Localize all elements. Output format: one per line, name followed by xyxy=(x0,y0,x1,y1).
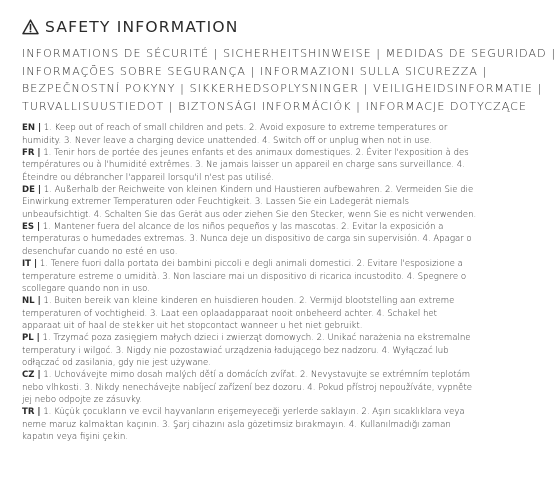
entry-text: 1. Mantener fuera del alcance de los niños pequeños y las mascotas. 2. Evitar la exposición a temperaturas o humedades extremas. 3. Nunca deje un dispositivo de carga sin supervisión. 4. Apagar o desenchufar cuando no esté en uso. xyxy=(22,222,472,257)
entry-text: 1. Außerhalb der Reichweite von kleinen Kindern und Haustieren aufbewahren. 2. Vermeiden Sie die Einwirkung extremer Temperaturen oder Feuchtigkeit. 3. Lassen Sie ein Ladegerät niemals unbeaufsichtigt. 4. Schalten Sie das Gerät aus oder ziehen Sie den Stecker, wenn Sie es nicht verwenden. xyxy=(22,185,477,220)
entry-es xyxy=(22,221,478,258)
entry-nl xyxy=(22,295,478,332)
entry-it xyxy=(22,258,478,295)
entry-text: 1. Uchovávejte mimo dosah malých dětí a domácích zvířat. 2. Nevystavujte se extrémním teplotám nebo vlhkosti. 3. Nikdy nenechávejte nabíjecí zařízení bez dozoru. 4. Pokud přístroj nepoužíváte, vypněte jej nebo odpojte ze zásuvky. xyxy=(22,370,472,405)
title-text: SAFETY INFORMATION xyxy=(45,18,239,36)
language-code: CZ | xyxy=(22,370,41,381)
page-title xyxy=(22,18,478,36)
entry-text: 1. Buiten bereik van kleine kinderen en huisdieren houden. 2. Vermijd blootstelling aan extreme temperaturen of vochtigheid. 3. Laat een oplaadapparaat nooit onbeheerd achter. 4. Schakel het apparaat uit of haal de stekker uit het stopcontact wanneer u het niet gebruikt. xyxy=(22,296,455,331)
translated-headings xyxy=(22,45,556,115)
language-code: TR | xyxy=(22,407,41,418)
entry-cz xyxy=(22,369,478,406)
entry-fr xyxy=(22,147,478,184)
warning-icon xyxy=(22,19,39,35)
entry-pl xyxy=(22,332,478,369)
heading-line: INFORMATIONS DE SÉCURITÉ | SICHERHEITSHINWEISE | MEDIDAS DE SEGURIDAD | xyxy=(22,47,556,60)
entry-de xyxy=(22,184,478,221)
entry-text: 1. Küçük çocukların ve evcil hayvanların erişemeyeceği yerlerde saklayın. 2. Aşırı sıcaklıklara veya neme maruz kalmaktan kaçının. 3. Şarj cihazını asla gözetimsiz bırakmayın. 4. Kullanılmadığı zaman kapatın veya fişini çekin. xyxy=(22,407,465,442)
language-code: DE | xyxy=(22,185,42,196)
entry-text: 1. Trzymać poza zasięgiem małych dzieci i zwierząt domowych. 2. Unikać narażenia na ekstremalne temperatury i wilgoć. 3. Nigdy nie pozostawiać urządzenia ładującego bez nadzoru. 4. Wyłączać lub odłączać od zasilania, gdy nie jest używane. xyxy=(22,333,471,368)
entry-text: 1. Tenere fuori dalla portata dei bambini piccoli e degli animali domestici. 2. Evitare l'esposizione a temperature estreme o umidità. 3. Non lasciare mai un dispositivo di ricarica incustodito. 4. Spegnere o scollegare quando non in uso. xyxy=(22,259,467,294)
heading-line: TURVALLISUUSTIEDOT | BIZTONSÁGI INFORMÁCIÓK | INFORMACJE DOTYCZĄCE xyxy=(22,99,528,113)
heading-line: BEZPEČNOSTNÍ POKYNY | SIKKERHEDSOPLYSNINGER | VEILIGHEIDSINFORMATIE | xyxy=(22,82,543,96)
entry-en xyxy=(22,122,478,147)
language-code: IT | xyxy=(22,259,38,270)
language-code: NL | xyxy=(22,296,41,307)
entry-text: 1. Keep out of reach of small children and pets. 2. Avoid exposure to extreme temperatures or humidity. 3. Never leave a charging device unattended. 4. Switch off or unplug when not in use. xyxy=(22,123,448,146)
language-code: EN | xyxy=(22,123,42,134)
language-code: FR | xyxy=(22,148,41,159)
heading-line: INFORMAÇÕES SOBRE SEGURANÇA | INFORMAZIONI SULLA SICUREZZA | xyxy=(22,64,488,78)
instructions-body xyxy=(22,122,478,443)
entry-text: 1. Tenir hors de portée des jeunes enfants et des animaux domestiques. 2. Éviter l'exposition à des températures ou à l'humidité extrêmes. 3. Ne jamais laisser un appareil en charge sans surveillance. 4. Éteindre ou débrancher l'appareil lorsqu'il n'est pas utilisé. xyxy=(22,148,469,183)
language-code: PL | xyxy=(22,333,40,344)
entry-tr xyxy=(22,406,478,443)
language-code: ES | xyxy=(22,222,41,233)
